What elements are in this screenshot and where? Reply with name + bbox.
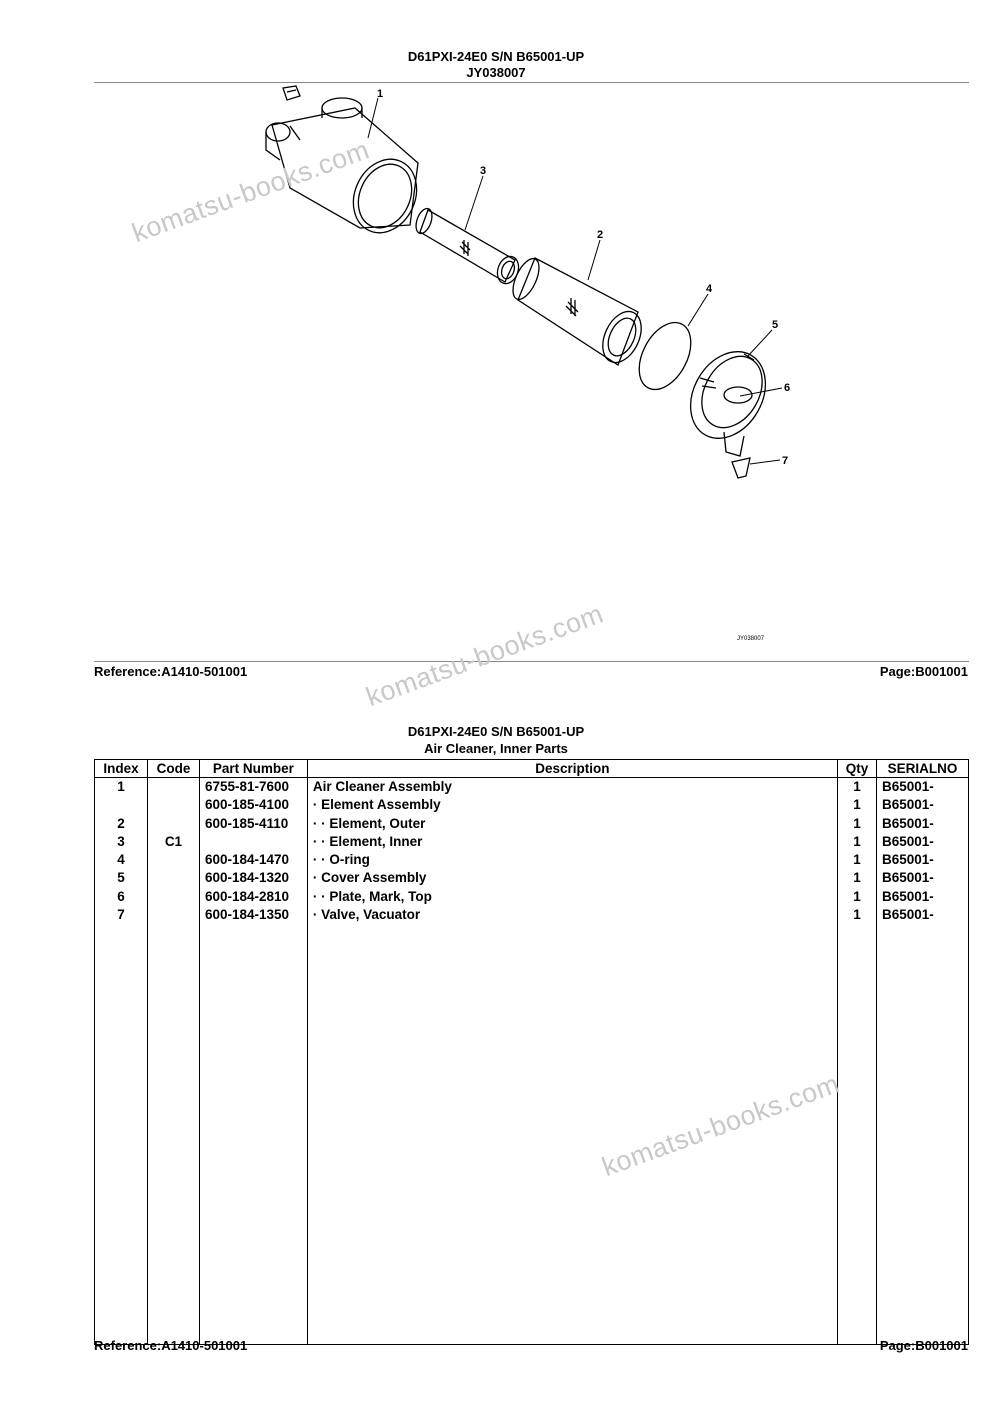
table-row <box>95 833 969 851</box>
row-part-number: 600-185-4100 <box>199 796 307 814</box>
row-serialno: B65001- <box>876 778 968 797</box>
col-header-part-number: Part Number <box>199 760 307 778</box>
row-qty: 1 <box>838 778 877 797</box>
row-qty: 1 <box>838 888 877 906</box>
table-row <box>95 869 969 887</box>
col-header-description: Description <box>307 760 837 778</box>
part-3-inner-element <box>413 206 522 286</box>
row-serialno: B65001- <box>876 815 968 833</box>
row-serialno: B65001- <box>876 796 968 814</box>
row-qty: 1 <box>838 869 877 887</box>
part-5-cover-assembly <box>676 338 781 456</box>
row-description: Air Cleaner Assembly <box>307 778 837 797</box>
table-row <box>95 888 969 906</box>
row-serialno: B65001- <box>876 888 968 906</box>
parts-table <box>94 759 969 1345</box>
row-qty: 1 <box>838 833 877 851</box>
diagram-page-number: Page:B001001 <box>879 664 968 679</box>
row-serialno: B65001- <box>876 869 968 887</box>
callout-7: 7 <box>782 455 789 467</box>
parts-reference: Reference:A1410-501001 <box>94 1338 248 1353</box>
callout-5: 5 <box>772 319 779 331</box>
row-qty: 1 <box>838 906 877 924</box>
row-description: · · Element, Outer <box>307 815 837 833</box>
callout-3: 3 <box>480 165 487 177</box>
row-index: 3 <box>95 833 148 851</box>
row-part-number: 600-184-1470 <box>199 851 307 869</box>
parts-title: D61PXI-24E0 S/N B65001-UP <box>407 724 585 739</box>
row-index: 2 <box>95 815 148 833</box>
row-code: C1 <box>147 833 199 851</box>
row-code <box>147 906 199 924</box>
callout-1: 1 <box>377 88 384 100</box>
row-qty: 1 <box>838 851 877 869</box>
row-code <box>147 851 199 869</box>
row-index <box>95 796 148 814</box>
row-qty: 1 <box>838 815 877 833</box>
row-code <box>147 815 199 833</box>
watermark: komatsu-books.com <box>362 598 608 713</box>
row-code <box>147 778 199 797</box>
air-cleaner-exploded-diagram <box>0 0 992 660</box>
parts-table-header <box>95 760 969 778</box>
row-index: 4 <box>95 851 148 869</box>
part-2-outer-element <box>508 255 649 369</box>
watermark: komatsu-books.com <box>598 1068 844 1183</box>
row-qty: 1 <box>838 796 877 814</box>
row-code <box>147 796 199 814</box>
table-empty-space <box>95 924 969 1345</box>
row-index: 5 <box>95 869 148 887</box>
row-code <box>147 869 199 887</box>
table-row <box>95 815 969 833</box>
part-7-vacuator-valve <box>732 458 750 478</box>
row-part-number: 600-185-4110 <box>199 815 307 833</box>
row-serialno: B65001- <box>876 833 968 851</box>
callout-6: 6 <box>784 382 791 394</box>
row-description: · Cover Assembly <box>307 869 837 887</box>
row-part-number: 600-184-2810 <box>199 888 307 906</box>
figure-code: JY038007 <box>737 636 765 642</box>
row-serialno: B65001- <box>876 851 968 869</box>
row-description: · Element Assembly <box>307 796 837 814</box>
diagram-reference: Reference:A1410-501001 <box>94 664 248 679</box>
diagram-footer-divider <box>94 661 969 662</box>
diagram-subtitle: JY038007 <box>466 65 526 80</box>
row-description: · Valve, Vacuator <box>307 906 837 924</box>
col-header-qty: Qty <box>838 760 877 778</box>
table-row <box>95 778 969 797</box>
row-description: · · O-ring <box>307 851 837 869</box>
row-part-number: 6755-81-7600 <box>199 778 307 797</box>
col-header-index: Index <box>95 760 148 778</box>
row-index: 6 <box>95 888 148 906</box>
row-index: 7 <box>95 906 148 924</box>
row-serialno: B65001- <box>876 906 968 924</box>
table-row <box>95 906 969 924</box>
row-part-number <box>199 833 307 851</box>
table-row <box>95 796 969 814</box>
row-description: · · Element, Inner <box>307 833 837 851</box>
row-part-number: 600-184-1350 <box>199 906 307 924</box>
callout-4: 4 <box>706 283 713 295</box>
row-code <box>147 888 199 906</box>
callout-2: 2 <box>597 229 604 241</box>
row-part-number: 600-184-1320 <box>199 869 307 887</box>
row-description: · · Plate, Mark, Top <box>307 888 837 906</box>
table-row <box>95 851 969 869</box>
watermark: komatsu-books.com <box>128 134 374 249</box>
col-header-serialno: SERIALNO <box>876 760 968 778</box>
parts-subtitle: Air Cleaner, Inner Parts <box>424 741 568 756</box>
col-header-code: Code <box>147 760 199 778</box>
parts-page-number: Page:B001001 <box>879 1338 968 1353</box>
part-4-o-ring <box>629 314 702 398</box>
row-index: 1 <box>95 778 148 797</box>
diagram-title: D61PXI-24E0 S/N B65001-UP <box>407 49 585 64</box>
